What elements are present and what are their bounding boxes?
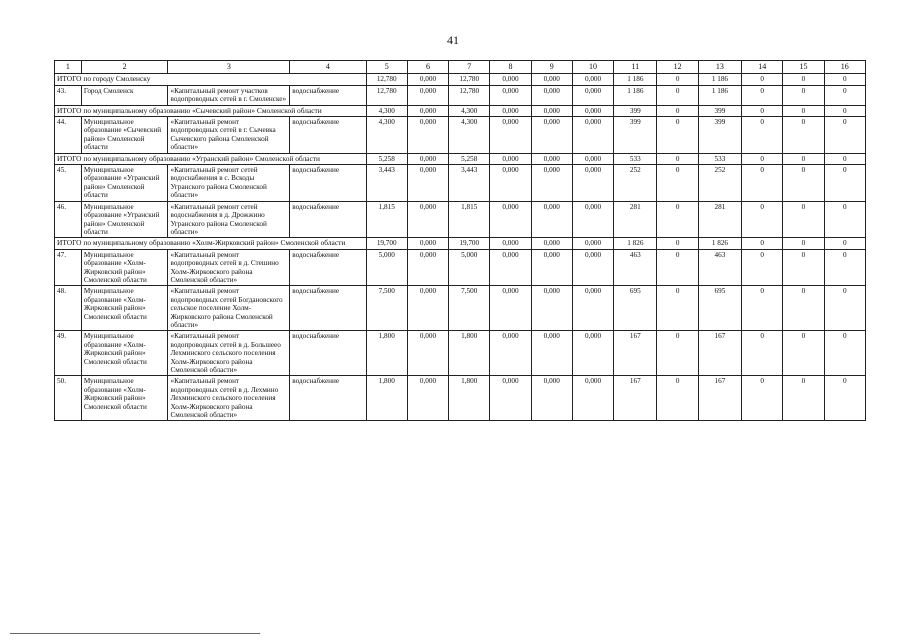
value-cell: 0 (657, 331, 698, 376)
column-header: 2 (81, 61, 168, 74)
table-body (55, 61, 866, 421)
value-cell: 0,000 (490, 201, 531, 238)
value-cell: 0 (657, 165, 698, 202)
summary-value: 533 (698, 153, 741, 164)
value-cell: 0 (742, 201, 783, 238)
summary-value: 0 (824, 74, 865, 85)
value-cell: 4,300 (366, 117, 407, 154)
table-row (55, 201, 866, 238)
data-table (54, 60, 866, 421)
summary-value: 5,258 (449, 153, 490, 164)
value-cell: 0,000 (490, 331, 531, 376)
value-cell: 1,815 (449, 201, 490, 238)
summary-value: 0,000 (572, 153, 613, 164)
value-cell: 0 (783, 331, 824, 376)
value-cell: 0,000 (490, 249, 531, 286)
value-cell: 0,000 (531, 249, 572, 286)
value-cell: 0,000 (572, 201, 613, 238)
value-cell: 0 (657, 376, 698, 421)
value-cell: 0 (657, 201, 698, 238)
summary-row (55, 105, 866, 116)
value-cell: 7,500 (366, 286, 407, 331)
column-header: 5 (366, 61, 407, 74)
project-cell: «Капитальный ремонт водопроводных сетей в д. Лехмино Лехминского сельского поселения Холм-Жирковского района Смоленской области» (168, 376, 290, 421)
value-cell: 0 (824, 165, 865, 202)
value-cell: 0 (657, 249, 698, 286)
type-cell: водоснабжение (290, 165, 366, 202)
summary-value: 0 (742, 105, 783, 116)
project-cell: «Капитальный ремонт сетей водоснабжения в д. Дрожжино Угранского района Смоленской области» (168, 201, 290, 238)
value-cell: 167 (698, 331, 741, 376)
summary-row (55, 153, 866, 164)
value-cell: 0 (783, 117, 824, 154)
type-cell: водоснабжение (290, 286, 366, 331)
value-cell: 0,000 (407, 165, 448, 202)
value-cell: 695 (698, 286, 741, 331)
summary-value: 0 (657, 153, 698, 164)
value-cell: 0,000 (531, 165, 572, 202)
table-row (55, 249, 866, 286)
value-cell: 0,000 (407, 85, 448, 105)
summary-value: 0 (824, 153, 865, 164)
value-cell: 281 (614, 201, 657, 238)
summary-value: 0,000 (572, 238, 613, 249)
column-header: 15 (783, 61, 824, 74)
page-number: 41 (447, 33, 459, 47)
project-cell: «Капитальный ремонт участков водопроводных сетей в г. Смоленске» (168, 85, 290, 105)
municipality-cell: Муниципальное образование «Сычевский район» Смоленской области (81, 117, 168, 154)
summary-value: 0 (783, 74, 824, 85)
summary-value: 0,000 (490, 105, 531, 116)
summary-value: 1 826 (698, 238, 741, 249)
summary-value: 19,700 (366, 238, 407, 249)
type-cell: водоснабжение (290, 85, 366, 105)
type-cell: водоснабжение (290, 376, 366, 421)
value-cell: 1 186 (698, 85, 741, 105)
summary-value: 533 (614, 153, 657, 164)
value-cell: 0 (742, 165, 783, 202)
value-cell: 0 (742, 85, 783, 105)
value-cell: 0 (824, 117, 865, 154)
project-cell: «Капитальный ремонт сетей водоснабжения в с. Вскоды Угранского района Смоленской области» (168, 165, 290, 202)
header-row (55, 61, 866, 74)
value-cell: 0,000 (490, 165, 531, 202)
value-cell: 1 186 (614, 85, 657, 105)
value-cell: 0,000 (407, 249, 448, 286)
summary-value: 0,000 (572, 105, 613, 116)
summary-value: 0 (783, 105, 824, 116)
value-cell: 0 (657, 286, 698, 331)
value-cell: 0,000 (407, 117, 448, 154)
summary-value: 0,000 (407, 105, 448, 116)
value-cell: 0,000 (572, 331, 613, 376)
column-header: 13 (698, 61, 741, 74)
value-cell: 0,000 (572, 117, 613, 154)
summary-value: 0 (824, 105, 865, 116)
summary-value: 0,000 (531, 105, 572, 116)
value-cell: 463 (614, 249, 657, 286)
footer-rule (10, 633, 260, 634)
column-header: 6 (407, 61, 448, 74)
value-cell: 0 (824, 286, 865, 331)
summary-value: 0,000 (531, 74, 572, 85)
value-cell: 0,000 (407, 286, 448, 331)
value-cell: 0 (783, 286, 824, 331)
value-cell: 0 (742, 286, 783, 331)
type-cell: водоснабжение (290, 117, 366, 154)
value-cell: 0 (742, 331, 783, 376)
value-cell: 7,500 (449, 286, 490, 331)
summary-row (55, 74, 866, 85)
summary-value: 4,300 (366, 105, 407, 116)
summary-row (55, 238, 866, 249)
summary-value: 0 (742, 238, 783, 249)
value-cell: 0 (783, 85, 824, 105)
summary-value: 0,000 (490, 153, 531, 164)
summary-value: 0,000 (572, 74, 613, 85)
value-cell: 0,000 (531, 85, 572, 105)
value-cell: 0 (824, 331, 865, 376)
value-cell: 0,000 (572, 376, 613, 421)
municipality-cell: Город Смоленск (81, 85, 168, 105)
value-cell: 0 (742, 376, 783, 421)
value-cell: 252 (698, 165, 741, 202)
value-cell: 0,000 (490, 376, 531, 421)
summary-value: 4,300 (449, 105, 490, 116)
value-cell: 399 (614, 117, 657, 154)
row-number: 48. (55, 286, 82, 331)
table-row (55, 117, 866, 154)
summary-value: 1 186 (698, 74, 741, 85)
type-cell: водоснабжение (290, 331, 366, 376)
summary-value: 0,000 (531, 238, 572, 249)
row-number: 50. (55, 376, 82, 421)
value-cell: 0,000 (572, 85, 613, 105)
summary-value: 0,000 (407, 238, 448, 249)
value-cell: 0 (824, 201, 865, 238)
summary-value: 0 (742, 153, 783, 164)
column-header: 9 (531, 61, 572, 74)
summary-value: 1 186 (614, 74, 657, 85)
value-cell: 0 (824, 249, 865, 286)
summary-value: 0 (657, 105, 698, 116)
project-cell: «Капитальный ремонт водопроводных сетей в д. Стешино Холм-Жирковского района Смоленской области» (168, 249, 290, 286)
value-cell: 0 (783, 201, 824, 238)
row-number: 46. (55, 201, 82, 238)
value-cell: 0,000 (531, 117, 572, 154)
column-header: 10 (572, 61, 613, 74)
column-header: 7 (449, 61, 490, 74)
municipality-cell: Муниципальное образование «Холм-Жирковский район» Смоленской области (81, 376, 168, 421)
value-cell: 0,000 (572, 286, 613, 331)
summary-label: ИТОГО по муниципальному образованию «Сычевский район» Смоленской области (55, 105, 367, 116)
summary-value: 0 (824, 238, 865, 249)
value-cell: 0,000 (407, 376, 448, 421)
value-cell: 1,815 (366, 201, 407, 238)
value-cell: 695 (614, 286, 657, 331)
type-cell: водоснабжение (290, 201, 366, 238)
summary-value: 0,000 (407, 153, 448, 164)
row-number: 44. (55, 117, 82, 154)
value-cell: 0,000 (490, 286, 531, 331)
summary-value: 0 (783, 153, 824, 164)
value-cell: 0 (742, 117, 783, 154)
value-cell: 399 (698, 117, 741, 154)
summary-value: 12,780 (449, 74, 490, 85)
value-cell: 0,000 (531, 331, 572, 376)
value-cell: 0,000 (407, 331, 448, 376)
row-number: 45. (55, 165, 82, 202)
value-cell: 0,000 (531, 286, 572, 331)
summary-value: 0 (742, 74, 783, 85)
value-cell: 281 (698, 201, 741, 238)
value-cell: 0 (824, 376, 865, 421)
summary-value: 19,700 (449, 238, 490, 249)
value-cell: 12,780 (449, 85, 490, 105)
column-header: 11 (614, 61, 657, 74)
summary-value: 0 (657, 74, 698, 85)
value-cell: 1,800 (449, 331, 490, 376)
value-cell: 0,000 (490, 117, 531, 154)
municipality-cell: Муниципальное образование «Угранский район» Смоленской области (81, 165, 168, 202)
column-header: 3 (168, 61, 290, 74)
value-cell: 167 (698, 376, 741, 421)
summary-value: 399 (614, 105, 657, 116)
value-cell: 1,800 (366, 331, 407, 376)
summary-label: ИТОГО по муниципальному образованию «Холм-Жирковский район» Смоленской области (55, 238, 367, 249)
value-cell: 0 (783, 165, 824, 202)
municipality-cell: Муниципальное образование «Холм-Жирковский район» Смоленской области (81, 286, 168, 331)
summary-value: 5,258 (366, 153, 407, 164)
project-cell: «Капитальный ремонт водопроводных сетей в г. Сычевка Сычевского района Смоленской области» (168, 117, 290, 154)
summary-label: ИТОГО по городу Смоленску (55, 74, 367, 85)
value-cell: 4,300 (449, 117, 490, 154)
summary-value: 0 (783, 238, 824, 249)
value-cell: 0,000 (531, 376, 572, 421)
value-cell: 0 (657, 117, 698, 154)
value-cell: 12,780 (366, 85, 407, 105)
value-cell: 167 (614, 331, 657, 376)
value-cell: 0 (783, 249, 824, 286)
table-row (55, 165, 866, 202)
summary-value: 0,000 (531, 153, 572, 164)
municipality-cell: Муниципальное образование «Холм-Жирковский район» Смоленской области (81, 331, 168, 376)
project-cell: «Капитальный ремонт водопроводных сетей в д. Большеео Лехминского сельского поселения Холм-Жирковского района Смоленской области» (168, 331, 290, 376)
value-cell: 0,000 (572, 249, 613, 286)
column-header: 8 (490, 61, 531, 74)
summary-value: 0,000 (407, 74, 448, 85)
column-header: 1 (55, 61, 82, 74)
row-number: 49. (55, 331, 82, 376)
value-cell: 3,443 (366, 165, 407, 202)
value-cell: 1,800 (449, 376, 490, 421)
value-cell: 0 (657, 85, 698, 105)
table-row (55, 286, 866, 331)
value-cell: 463 (698, 249, 741, 286)
value-cell: 1,800 (366, 376, 407, 421)
project-cell: «Капитальный ремонт водопроводных сетей Богдановского сельское поселение Холм-Жирковского района Смоленской области» (168, 286, 290, 331)
value-cell: 0,000 (490, 85, 531, 105)
value-cell: 5,000 (449, 249, 490, 286)
summary-value: 12,780 (366, 74, 407, 85)
value-cell: 0 (742, 249, 783, 286)
value-cell: 167 (614, 376, 657, 421)
value-cell: 0 (824, 85, 865, 105)
row-number: 43. (55, 85, 82, 105)
value-cell: 0,000 (531, 201, 572, 238)
summary-value: 399 (698, 105, 741, 116)
row-number: 47. (55, 249, 82, 286)
municipality-cell: Муниципальное образование «Угранский район» Смоленской области (81, 201, 168, 238)
value-cell: 3,443 (449, 165, 490, 202)
value-cell: 252 (614, 165, 657, 202)
summary-value: 1 826 (614, 238, 657, 249)
table-row (55, 376, 866, 421)
column-header: 4 (290, 61, 366, 74)
value-cell: 5,000 (366, 249, 407, 286)
value-cell: 0,000 (572, 165, 613, 202)
column-header: 16 (824, 61, 865, 74)
summary-value: 0,000 (490, 74, 531, 85)
column-header: 12 (657, 61, 698, 74)
summary-label: ИТОГО по муниципальному образованию «Угранский район» Смоленской области (55, 153, 367, 164)
value-cell: 0,000 (407, 201, 448, 238)
table-row (55, 85, 866, 105)
summary-value: 0,000 (490, 238, 531, 249)
type-cell: водоснабжение (290, 249, 366, 286)
table-row (55, 331, 866, 376)
value-cell: 0 (783, 376, 824, 421)
municipality-cell: Муниципальное образование «Холм-Жирковский район» Смоленской области (81, 249, 168, 286)
summary-value: 0 (657, 238, 698, 249)
column-header: 14 (742, 61, 783, 74)
